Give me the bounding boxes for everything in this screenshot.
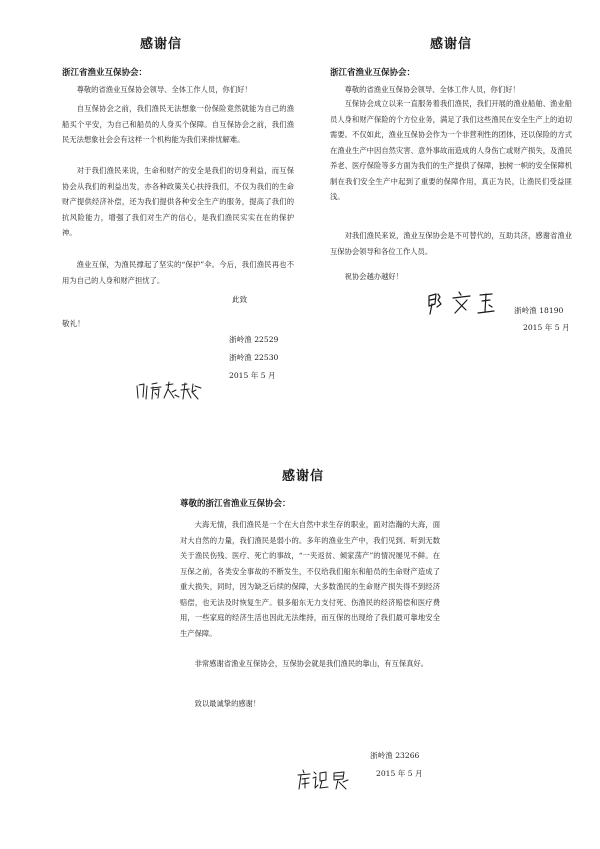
letter-paragraph: 非常感谢省渔业互保协会，互保协会就是我们渔民的靠山，有互保真好。 xyxy=(194,659,429,668)
letter-paragraph: 渔业互保，为渔民撑起了坚实的“保护”伞。今后，我们渔民再也不用为自己的人身和财产担忧了。 xyxy=(62,260,294,285)
letter-paragraph: 尊敬的省渔业互保协会领导、全体工作人员，你们好！ xyxy=(344,85,520,94)
letter-recipient: 浙江省渔业互保协会： xyxy=(330,68,416,78)
letter-salute: 敬礼！ xyxy=(62,319,85,328)
letter-title: 感谢信 xyxy=(140,37,183,52)
letter-paragraph: 尊敬的省渔业互保协会领导、全体工作人员，你们好！ xyxy=(76,85,252,94)
letter-date: 2015 年 5 月 xyxy=(523,323,570,332)
letter-paragraph: 互保协会成立以来一直服务着我们渔民，我们开展的渔业船舶、渔业船员人身和财产保险的个方位业务，满足了我们这些渔民在安全生产上的迫切需要。不仅如此，渔业互保协会作为一个非营利性的团体，还以保险的方式在渔业生产中因自然灾害、意外事故而造成的人身伤亡或财产损失，及渔民养老、医疗保险等多方面为我们的生产提供了保障，独树一帜的安全保障机制在我们安全生产中起到了重要的保障作用，真正为民，让渔民们受益匪浅。 xyxy=(330,99,572,201)
letter-date: 2015 年 5 月 xyxy=(229,371,276,380)
letter-paragraph: 对我们渔民来说，渔业互保协会是不可替代的，互助共济，感谢省渔业互保协会领导和各位工作人员。 xyxy=(330,231,572,256)
handwritten-signature xyxy=(135,380,205,402)
letter-recipient: 尊敬的浙江省渔业互保协会： xyxy=(180,499,291,509)
vessel-number: 浙岭渔 22529 xyxy=(229,335,279,344)
letter-title: 感谢信 xyxy=(430,37,473,52)
letter-date: 2015 年 5 月 xyxy=(376,769,423,778)
letter-paragraph: 大海无情，我们渔民是一个在大自然中求生存的职业，面对浩瀚的大海，面对大自然的力量，我们渔民是弱小的。多年的渔业生产中，我们见到、听到无数关于渔民伤残、医疗、死亡的事故，“一夹返贫、倾家荡产”的情况屡见不鲜。在互保之前，各类安全事故的不断发生，不仅给我们船东和船员的生命财产造成了重大损失，同时，因为缺乏后续的保障，大多数渔民的生命财产损失得不到经济赔偿，也无法及时恢复生产。很多船东无力支付死、伤渔民的经济赔偿和医疗费用，一些家庭的经济生活也因此无法维持，而互保的出现给了我们最可靠地安全生产保障。 xyxy=(180,520,440,638)
handwritten-signature xyxy=(296,768,356,792)
vessel-number: 浙岭渔 18190 xyxy=(514,306,564,315)
vessel-number: 浙岭渔 22530 xyxy=(229,353,279,362)
letter-paragraph: 致以最诚挚的感谢！ xyxy=(194,699,261,708)
letter-closing: 此致 xyxy=(232,295,248,304)
letter-title: 感谢信 xyxy=(282,469,325,484)
letter-recipient: 浙江省渔业互保协会： xyxy=(62,68,148,78)
vessel-number: 浙岭渔 23266 xyxy=(370,751,420,760)
handwritten-signature xyxy=(426,288,501,318)
letter-paragraph: 对于我们渔民来说，生命和财产的安全是我们的切身利益，而互保协会从我们的利益出发，亦各种政策关心扶持我们，不仅为我们的生命财产提供经济补偿，还为我们提供各种安全生产的服务，提高了我们的抗风险能力，增强了我们对生产的信心，是我们渔民实实在在的保护神。 xyxy=(62,166,294,237)
letter-paragraph: 祝协会越办越好！ xyxy=(344,272,403,281)
letter-paragraph: 自互保协会之前，我们渔民无法想象一份保险竟然就能为自己的渔船买个平安，为自己和船员的人身买个保障。自互保协会之前，我们渔民无法想象社会会有这样一个机构能为我们来排忧解难。 xyxy=(62,104,294,144)
